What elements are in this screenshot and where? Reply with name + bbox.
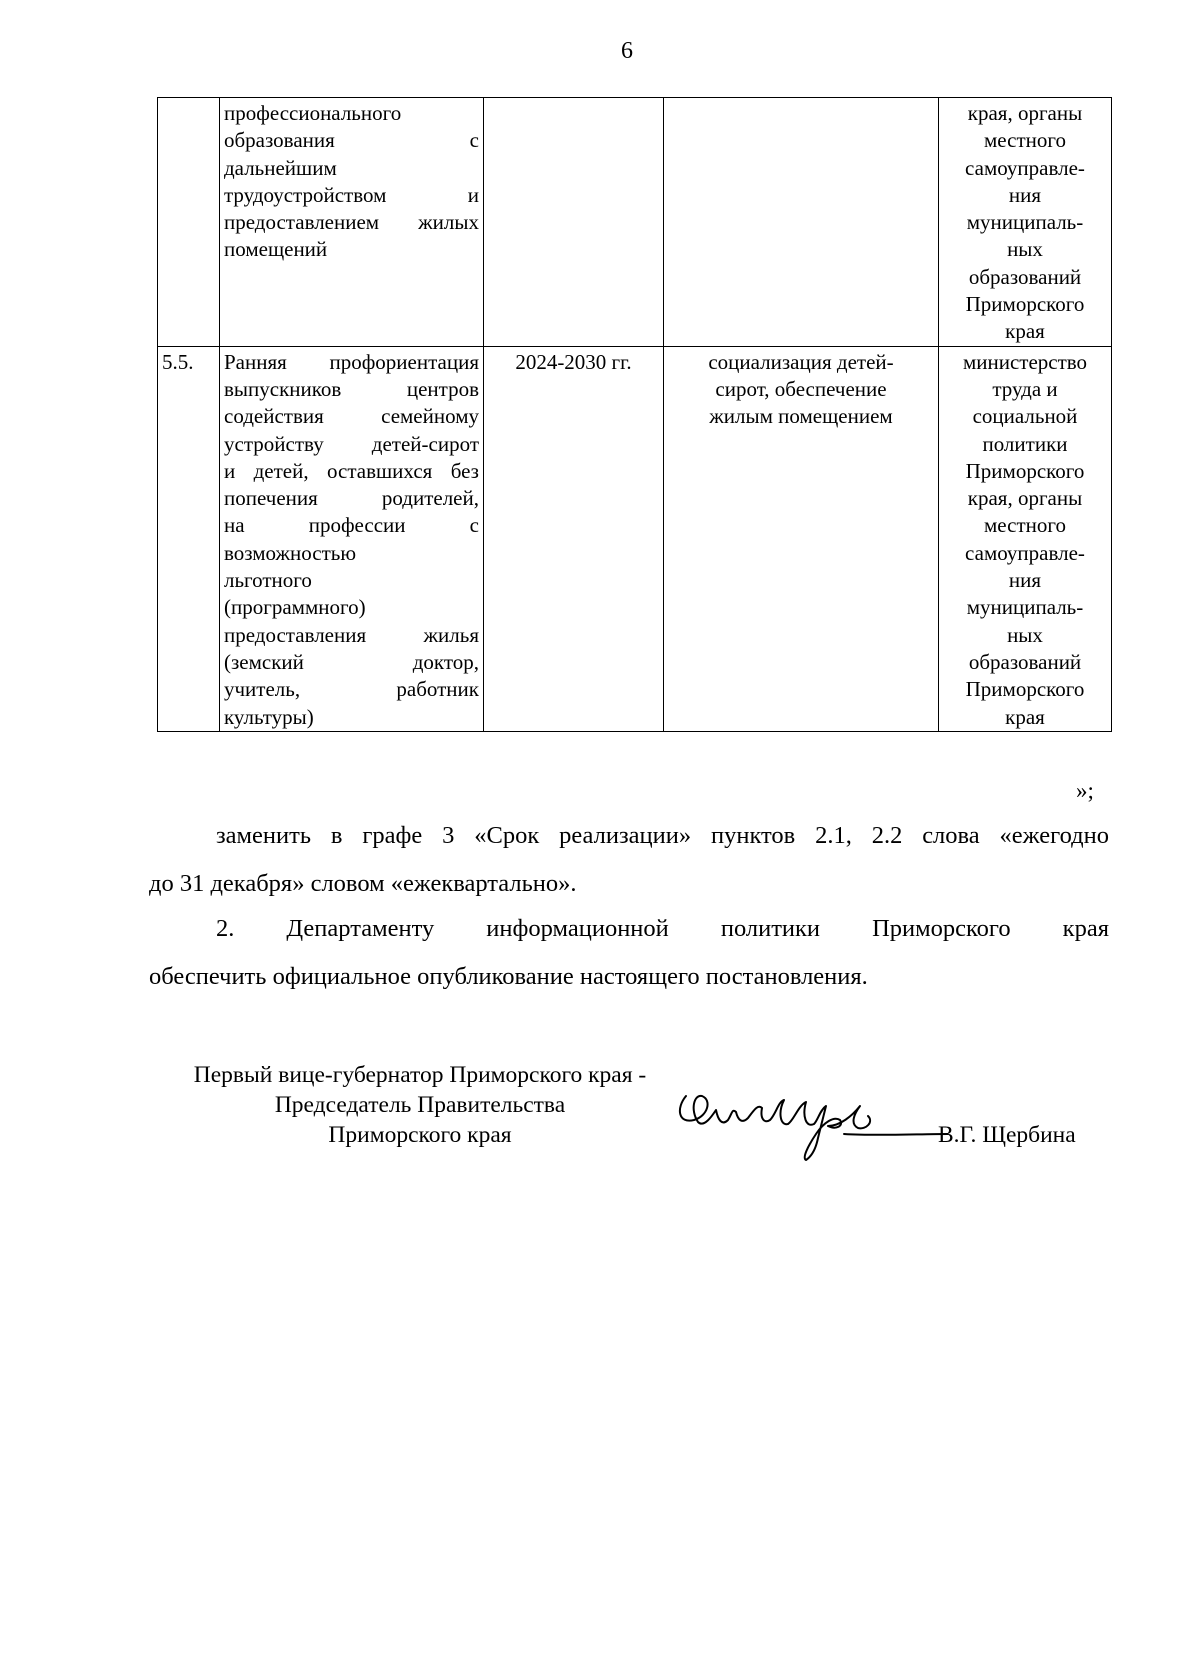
measure-line: учитель, работник [224,677,479,702]
handwritten-signature [668,1076,948,1176]
table-row [158,98,1112,347]
measure-line: дальнейшим [224,155,337,180]
executor-line: местного [984,128,1066,153]
measure-line: помещений [224,237,328,262]
paragraph-line: обеспечить официальное опубликование настоящего постановления. [149,963,868,990]
cell-result [664,346,939,731]
cell-measure [220,346,484,731]
measure-line: трудоустройством и [224,182,479,207]
executor-line: политики [982,431,1068,456]
measure-line: на профессии с [224,513,479,538]
executor-line: труда и [992,376,1058,401]
signatory-position-line: Первый вице-губернатор Приморского края - [193,1062,647,1088]
result-line: сирот, обеспечение [715,376,887,401]
executor-line: местного [984,513,1066,538]
executor-line: ных [1007,237,1043,262]
measures-table [157,97,1112,732]
measure-line: культуры) [224,704,314,729]
cell-number [158,98,220,347]
measure-line: льготного [224,568,312,593]
signatory-position [150,1060,690,1150]
executor-line: ния [1008,182,1042,207]
measure-line: и детей, оставшихся без [224,458,479,483]
paragraph-line: 2. Департаменту информационной политики Приморского края [216,915,1109,942]
measure-line: (земский доктор, [224,649,479,674]
executor-line: министерство [962,349,1088,374]
result-line: жилым помещением [709,404,893,429]
page-number: 6 [621,38,633,64]
measure-line: (программного) [224,595,366,620]
table-row [158,346,1112,731]
paragraph-line: до 31 декабря» словом «ежеквартально». [149,870,577,897]
executor-line: муниципаль- [966,210,1084,235]
signatory-position-line: Приморского края [328,1122,512,1148]
cell-executor [939,346,1112,731]
executor-line: ных [1007,622,1043,647]
executor-line: Приморского [965,292,1085,317]
executor-line: края, органы [967,486,1083,511]
executor-line: края [1005,319,1045,344]
cell-number: 5.5. [158,346,220,731]
measure-line: предоставлением жилых [224,210,479,235]
signatory-name: В.Г. Щербина [938,1122,1076,1148]
closing-quote: »; [1076,778,1094,803]
result-line: социализация детей- [708,349,894,374]
paragraph-publication [149,905,1109,1001]
executor-line: самоуправле- [965,155,1085,180]
cell-period: 2024-2030 гг. [484,346,664,731]
measure-line: профессионального [224,101,402,125]
executor-line: Приморского [965,458,1085,483]
measure-line: устройству детей-сирот [224,431,479,456]
cell-measure [220,98,484,347]
executor-line: края, органы [967,101,1083,125]
executor-line: Приморского [965,677,1085,702]
executor-line: социальной [972,404,1078,429]
measure-line: попечения родителей, [224,486,479,511]
measure-line: возможностью [224,540,357,565]
executor-line: образований [968,264,1082,289]
cell-result [664,98,939,347]
measure-line: образования с [224,128,479,153]
signatory-position-line: Председатель Правительства [274,1092,566,1118]
executor-line: края [1005,704,1045,729]
executor-line: самоуправле- [965,540,1085,565]
executor-line: ния [1008,568,1042,593]
paragraph-replace-term [149,812,1109,908]
cell-executor [939,98,1112,347]
cell-period [484,98,664,347]
measure-line: Ранняя профориентация [224,349,479,374]
executor-line: муниципаль- [966,595,1084,620]
paragraph-line: заменить в графе 3 «Срок реализации» пунктов 2.1, 2.2 слова «ежегодно [216,822,1109,849]
measure-line: выпускников центров [224,376,479,401]
measure-line: содействия семейному [224,404,479,429]
measure-line: предоставления жилья [224,622,479,647]
executor-line: образований [968,649,1082,674]
